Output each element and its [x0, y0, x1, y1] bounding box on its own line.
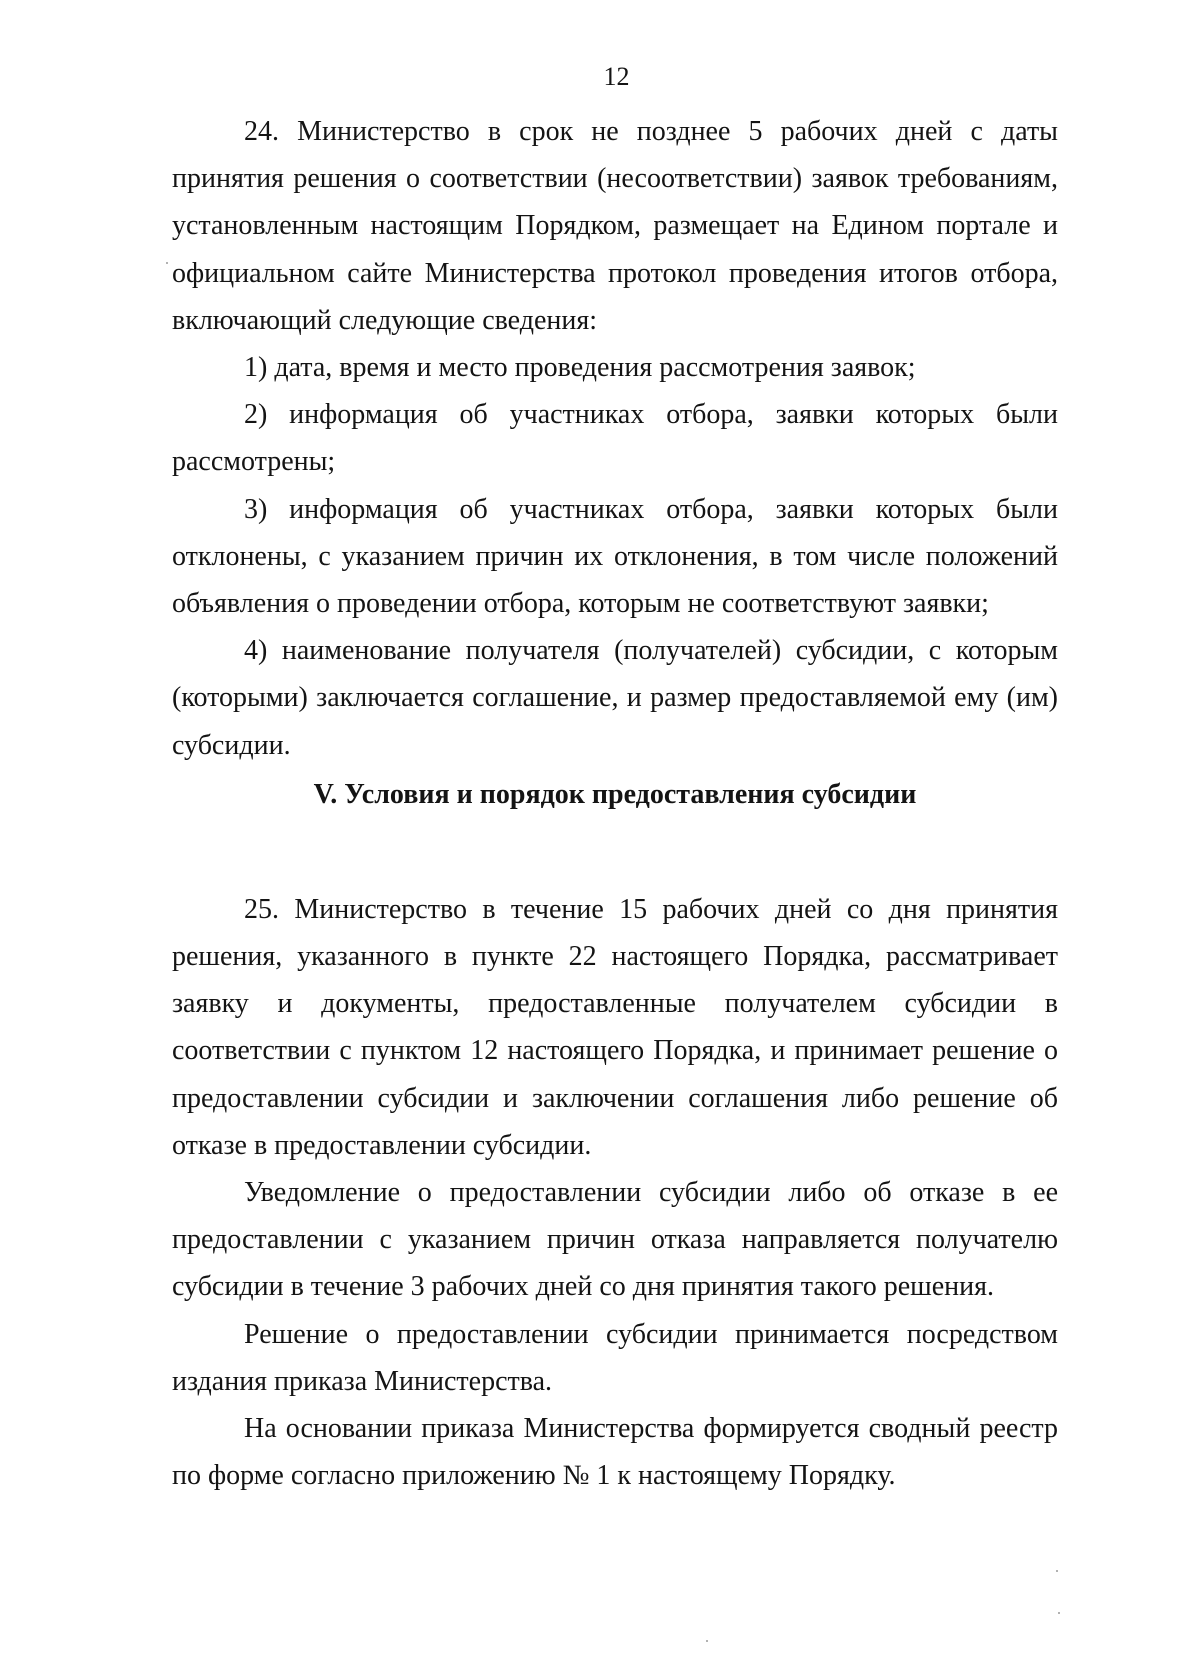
- scan-speck: [1056, 1570, 1058, 1572]
- paragraph-25: 25. Министерство в течение 15 рабочих дней со дня принятия решения, указанного в пункте 22 настоящего Порядка, рассматривает заявку и документы, предоставленные получателем субсидии в соответствии с пунктом 12 настоящего Порядка, и принимает решение о предоставлении субсидии и заключении соглашения либо решение об отказе в предоставлении субсидии.: [172, 893, 1058, 1161]
- document-body: [172, 108, 1058, 1499]
- scan-speck: [166, 262, 168, 264]
- list-item-4: 4) наименование получателя (получателей) субсидии, с которым (которыми) заключается соглашение, и размер предоставляемой ему (им) субсидии.: [172, 635, 1058, 761]
- page-number: 12: [603, 62, 630, 91]
- paragraph-24: 24. Министерство в срок не позднее 5 рабочих дней с даты принятия решения о соответствии (несоответствии) заявок требованиям, установленным настоящим Порядком, размещает на Едином портале и официальном сайте Министерства протокол проведения итогов отбора, включающий следующие сведения:: [172, 116, 1058, 336]
- list-item-1: 1) дата, время и место проведения рассмотрения заявок;: [244, 352, 916, 384]
- scan-speck: [706, 1640, 708, 1642]
- list-item-2: 2) информация об участниках отбора, заявки которых были рассмотрены;: [172, 399, 1058, 478]
- list-item-3: 3) информация об участниках отбора, заявки которых были отклонены, с указанием причин их отклонения, в том числе положений объявления о проведении отбора, которым не соответствуют заявки;: [172, 493, 1058, 620]
- section-heading: V. Условия и порядок предоставления субсидии: [313, 778, 917, 810]
- scan-speck: [1058, 1612, 1060, 1614]
- paragraph-registry: На основании приказа Министерства формируется сводный реестр по форме согласно приложению № 1 к настоящему Порядку.: [172, 1413, 1058, 1492]
- paragraph-decision: Решение о предоставлении субсидии принимается посредством издания приказа Министерства.: [172, 1318, 1058, 1397]
- paragraph-notification: Уведомление о предоставлении субсидии либо об отказе в ее предоставлении с указанием причин отказа направляется получателю субсидии в течение 3 рабочих дней со дня принятия такого решения.: [172, 1177, 1058, 1303]
